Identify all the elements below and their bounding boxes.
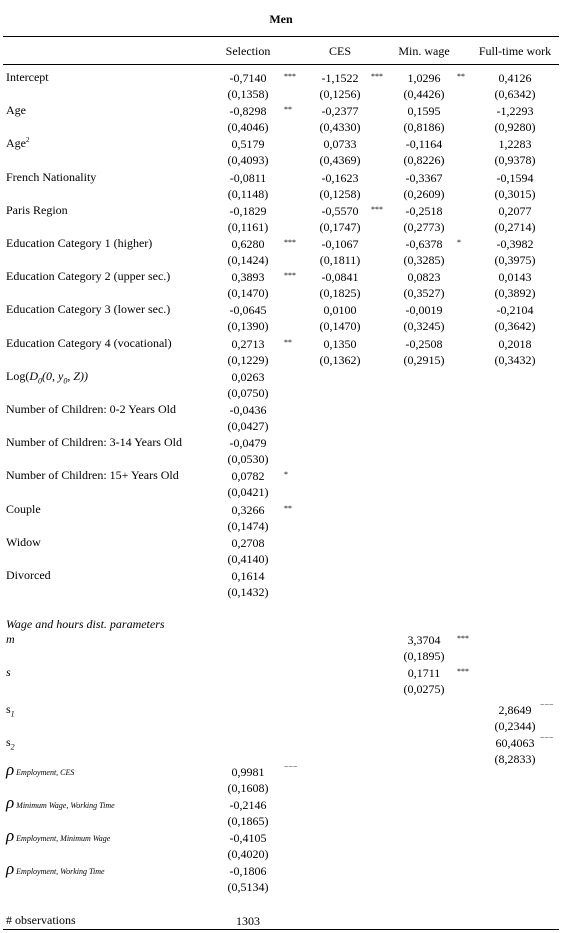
label-part: Log( bbox=[6, 368, 30, 383]
table-cell bbox=[384, 302, 464, 334]
table-cell bbox=[208, 336, 288, 368]
cell-std-error: (0,0530) bbox=[227, 452, 269, 467]
significance-stars: ** bbox=[284, 337, 292, 347]
table-row bbox=[0, 913, 562, 929]
row-label bbox=[6, 170, 96, 185]
row-label bbox=[6, 665, 11, 680]
row-label bbox=[6, 735, 15, 751]
label-text: Intercept bbox=[6, 70, 49, 84]
label-sub: 0 bbox=[63, 376, 68, 386]
cell-estimate: -0,2377 bbox=[321, 104, 359, 119]
row-label bbox=[6, 468, 179, 483]
row-label: # observations bbox=[6, 913, 76, 927]
cell-estimate: -0,5570 bbox=[321, 203, 359, 218]
table-row bbox=[0, 302, 562, 335]
row-label bbox=[6, 702, 15, 718]
cell-estimate: 0,0733 bbox=[323, 137, 357, 152]
cell-std-error: (0,1229) bbox=[227, 352, 269, 367]
table-row bbox=[0, 103, 562, 136]
cell-std-error: (0,1256) bbox=[319, 87, 361, 101]
cell-estimate: 0,0143 bbox=[498, 270, 532, 285]
significance-stars: ** bbox=[284, 105, 292, 115]
table-cell bbox=[384, 665, 464, 697]
table-cell bbox=[208, 170, 288, 202]
table-cell bbox=[384, 136, 464, 168]
table-cell bbox=[384, 203, 464, 235]
table-cell bbox=[300, 70, 380, 102]
cell-std-error: (0,4046) bbox=[227, 120, 269, 135]
cell-std-error: (0,1811) bbox=[319, 253, 361, 267]
cell-std-error: (0,0750) bbox=[227, 385, 269, 400]
row-label bbox=[6, 203, 68, 218]
table-row bbox=[0, 535, 562, 568]
table-cell bbox=[384, 70, 464, 102]
cell-std-error: (8,2833) bbox=[494, 752, 536, 766]
cell-std-error: (0,4093) bbox=[227, 153, 269, 168]
cell-std-error: (0,1161) bbox=[227, 219, 269, 234]
table-row bbox=[0, 402, 562, 435]
label-text: Divorced bbox=[6, 568, 51, 582]
cell-estimate: 0,2708 bbox=[231, 535, 265, 550]
label-text: Number of Children: 0-2 Years Old bbox=[6, 402, 176, 416]
table-cell bbox=[475, 336, 555, 368]
cell-estimate: 0,0100 bbox=[323, 303, 357, 318]
cell-std-error: (0,0421) bbox=[227, 485, 269, 500]
cell-std-error: (0,2344) bbox=[494, 719, 536, 733]
table-row bbox=[0, 568, 562, 601]
cell-estimate: -0,0811 bbox=[229, 170, 267, 185]
label-text: s bbox=[6, 735, 11, 749]
table-row bbox=[0, 435, 562, 468]
cell-std-error: (0,1432) bbox=[227, 585, 269, 599]
cell-std-error: (0,1424) bbox=[227, 253, 269, 267]
row-label bbox=[6, 269, 170, 284]
table-title: Men bbox=[269, 12, 293, 26]
rho-symbol: ρ bbox=[6, 826, 15, 845]
significance-stars: *** bbox=[284, 271, 296, 281]
table-cell bbox=[208, 830, 288, 862]
cell-estimate: 0,3266 bbox=[231, 502, 265, 517]
cell-std-error: (0,2609) bbox=[403, 186, 445, 201]
label-text: m bbox=[6, 632, 15, 646]
cell-std-error: (0,9378) bbox=[494, 153, 536, 168]
cell-std-error: (0,8226) bbox=[403, 153, 445, 168]
cell-estimate: -0,2518 bbox=[405, 203, 443, 218]
cell-std-error: (0,1148) bbox=[227, 186, 269, 201]
significance-stars: *** bbox=[284, 238, 296, 247]
label-text: Widow bbox=[6, 534, 41, 549]
cell-std-error: (0,1362) bbox=[319, 352, 361, 367]
table-row bbox=[0, 136, 562, 169]
significance-stars: *** bbox=[371, 204, 383, 214]
table-cell bbox=[208, 535, 288, 567]
top-rule bbox=[3, 36, 559, 37]
cell-std-error: (0,2714) bbox=[494, 219, 536, 234]
label-sub: 1 bbox=[10, 709, 15, 719]
table-row bbox=[0, 468, 562, 501]
table-cell bbox=[208, 103, 288, 135]
cell-estimate: -0,1164 bbox=[405, 137, 443, 152]
cell-std-error: (0,2915) bbox=[403, 352, 445, 367]
table-cell bbox=[300, 203, 380, 235]
table-cell bbox=[300, 269, 380, 301]
cell-std-error: (0,4140) bbox=[227, 551, 269, 566]
table-cell bbox=[208, 136, 288, 168]
table-cell bbox=[300, 136, 380, 168]
table-cell bbox=[208, 863, 288, 895]
cell-estimate: 0,1350 bbox=[323, 336, 357, 351]
cell-estimate: 0,2077 bbox=[498, 203, 532, 218]
cell-std-error: (0,1865) bbox=[227, 814, 269, 828]
table-cell bbox=[208, 203, 288, 235]
cell-estimate: 2,8649 bbox=[498, 703, 532, 717]
row-label bbox=[6, 236, 152, 251]
label-text: Couple bbox=[6, 501, 41, 516]
significance-stars: *** bbox=[457, 634, 469, 643]
table-row bbox=[0, 698, 562, 731]
cell-std-error: (0,3285) bbox=[403, 253, 445, 267]
cell-std-error: (0,1608) bbox=[227, 781, 269, 795]
table-row bbox=[0, 632, 562, 665]
cell-estimate: -0,1806 bbox=[229, 864, 267, 878]
cell-std-error: (0,3432) bbox=[494, 352, 536, 367]
significance-stars: −−− bbox=[284, 762, 298, 771]
table-cell bbox=[300, 103, 380, 135]
cell-std-error: (0,3245) bbox=[403, 319, 445, 334]
cell-std-error: (0,3892) bbox=[494, 286, 536, 301]
cell-estimate: 0,1614 bbox=[231, 569, 265, 583]
cell-estimate: 3,3704 bbox=[407, 633, 441, 647]
table-cell bbox=[475, 302, 555, 334]
cell-std-error: (0,1470) bbox=[227, 286, 269, 301]
row-label bbox=[6, 103, 26, 118]
cell-estimate: -0,0436 bbox=[229, 403, 267, 417]
table-cell bbox=[208, 369, 288, 401]
cell-estimate: 0,5179 bbox=[231, 137, 265, 152]
row-label bbox=[6, 336, 172, 351]
rho-subscript: Employment, Working Time bbox=[14, 867, 105, 876]
cell-std-error: (0,4330) bbox=[319, 120, 361, 135]
cell-estimate: 0,9981 bbox=[231, 765, 265, 779]
row-label bbox=[6, 632, 15, 647]
cell-estimate: -0,0645 bbox=[229, 303, 267, 318]
rho-subscript: Minimum Wage, Working Time bbox=[14, 801, 115, 810]
table-cell bbox=[208, 402, 288, 434]
table-row bbox=[0, 236, 562, 269]
row-label bbox=[6, 826, 110, 846]
table-cell bbox=[300, 336, 380, 368]
table-row bbox=[0, 502, 562, 535]
significance-stars: * bbox=[284, 470, 288, 480]
significance-stars: ** bbox=[284, 503, 292, 513]
column-header: Full-time work bbox=[478, 44, 552, 58]
table-row bbox=[0, 665, 562, 698]
cell-estimate: -0,2104 bbox=[496, 303, 534, 318]
table-cell bbox=[475, 103, 555, 135]
row-label bbox=[6, 502, 41, 517]
label-part: D bbox=[29, 368, 38, 383]
cell-std-error: (0,8186) bbox=[403, 120, 445, 135]
cell-estimate: -0,4105 bbox=[229, 831, 267, 845]
table-cell bbox=[384, 269, 464, 301]
row-label bbox=[6, 136, 30, 151]
column-header: CES bbox=[328, 44, 351, 58]
significance-stars: −−− bbox=[540, 700, 554, 709]
significance-stars: −−− bbox=[540, 733, 554, 742]
row-label bbox=[6, 435, 182, 450]
cell-std-error: (0,3527) bbox=[403, 286, 445, 301]
table-row bbox=[0, 70, 562, 103]
rho-symbol: ρ bbox=[6, 859, 15, 878]
label-text: s bbox=[6, 665, 11, 679]
table-cell bbox=[208, 468, 288, 500]
row-label bbox=[6, 760, 74, 780]
table-cell bbox=[475, 269, 555, 301]
significance-stars: ** bbox=[457, 72, 465, 81]
cell-estimate: -0,2508 bbox=[405, 336, 443, 351]
cell-estimate: -0,0019 bbox=[405, 303, 443, 318]
cell-std-error: (0,1825) bbox=[319, 286, 361, 301]
cell-estimate: 0,6280 bbox=[231, 237, 265, 251]
table-row bbox=[0, 336, 562, 369]
label-text: Age bbox=[6, 103, 26, 118]
cell-estimate: 0,0263 bbox=[231, 369, 265, 384]
cell-estimate: 0,4126 bbox=[498, 71, 532, 85]
cell-estimate: 0,0782 bbox=[231, 469, 265, 484]
label-text: Education Category 2 (upper sec.) bbox=[6, 269, 171, 284]
cell-std-error: (0,4369) bbox=[319, 153, 361, 168]
table-row bbox=[0, 859, 562, 896]
row-label bbox=[6, 535, 41, 550]
cell-std-error: (0,4426) bbox=[403, 87, 445, 101]
cell-estimate: 0,0823 bbox=[407, 270, 441, 285]
table-row bbox=[0, 203, 562, 236]
significance-stars: *** bbox=[457, 667, 469, 676]
cell-estimate: -0,6378 bbox=[405, 237, 443, 251]
cell-estimate: -0,3367 bbox=[405, 170, 443, 185]
label-sub: 2 bbox=[10, 742, 15, 752]
table-cell bbox=[208, 269, 288, 301]
cell-std-error: (0,6342) bbox=[494, 87, 536, 101]
label-part: (0, y bbox=[42, 368, 64, 383]
label-text: Education Category 4 (vocational) bbox=[6, 335, 172, 350]
label-text: Paris Region bbox=[6, 202, 68, 217]
cell-estimate: 0,2018 bbox=[498, 336, 532, 351]
table-cell bbox=[384, 632, 464, 664]
table-cell bbox=[384, 336, 464, 368]
rho-symbol: ρ bbox=[6, 760, 15, 779]
label-sub: 0 bbox=[38, 376, 42, 386]
label-text: French Nationality bbox=[6, 169, 97, 184]
cell-estimate: -0,1829 bbox=[229, 203, 267, 218]
cell-estimate: -0,2146 bbox=[229, 798, 267, 812]
row-label bbox=[6, 369, 88, 385]
cell-estimate: 0,1711 bbox=[407, 666, 441, 680]
rho-subscript: Employment, CES bbox=[14, 768, 75, 777]
table-cell bbox=[208, 797, 288, 829]
cell-estimate: 0,1595 bbox=[407, 104, 441, 119]
row-label bbox=[6, 568, 51, 583]
label-text: s bbox=[6, 702, 11, 716]
table-row bbox=[0, 369, 562, 402]
label-text: Number of Children: 3-14 Years Old bbox=[6, 435, 182, 450]
row-label bbox=[6, 70, 49, 85]
table-row bbox=[0, 170, 562, 203]
table-cell bbox=[475, 236, 555, 268]
column-header: Selection bbox=[225, 44, 271, 58]
cell-std-error: (0,5134) bbox=[227, 880, 269, 894]
table-cell bbox=[208, 568, 288, 600]
cell-std-error: (0,4020) bbox=[227, 847, 269, 861]
cell-estimate: -0,1594 bbox=[496, 170, 534, 185]
label-sup: 2 bbox=[26, 136, 30, 145]
table-cell bbox=[475, 136, 555, 168]
cell-estimate: 1,0296 bbox=[407, 71, 441, 85]
table-cell bbox=[300, 302, 380, 334]
rho-subscript: Employment, Minimum Wage bbox=[14, 834, 111, 843]
rho-symbol: ρ bbox=[6, 793, 15, 812]
label-text: Education Category 3 (lower sec.) bbox=[6, 302, 171, 317]
cell-std-error: (0,1474) bbox=[227, 518, 269, 533]
cell-estimate: -0,8298 bbox=[229, 104, 267, 119]
bottom-rule bbox=[3, 929, 559, 930]
column-header: Min. wage bbox=[398, 44, 450, 58]
significance-stars: *** bbox=[284, 72, 296, 81]
cell-std-error: (0,2773) bbox=[403, 219, 445, 234]
row-label bbox=[6, 859, 105, 879]
cell-estimate: -0,0479 bbox=[229, 436, 267, 451]
cell-std-error: (0,1358) bbox=[227, 87, 269, 101]
table-cell bbox=[475, 203, 555, 235]
cell-std-error: (0,1390) bbox=[227, 319, 269, 334]
table-cell bbox=[208, 764, 288, 796]
cell-estimate: -0,3982 bbox=[496, 237, 534, 251]
cell-std-error: (0,1747) bbox=[319, 219, 361, 234]
row-label bbox=[6, 302, 170, 317]
cell-std-error: (0,0427) bbox=[227, 419, 269, 433]
observations-value: 1303 bbox=[236, 914, 260, 928]
section-label: Wage and hours dist. parameters bbox=[6, 617, 165, 631]
cell-std-error: (0,1895) bbox=[403, 649, 445, 663]
significance-stars: *** bbox=[371, 72, 383, 81]
table-cell bbox=[475, 170, 555, 202]
cell-std-error: (0,1470) bbox=[319, 319, 361, 334]
label-text: Education Category 1 (higher) bbox=[6, 236, 153, 250]
table-cell bbox=[384, 103, 464, 135]
table-cell bbox=[300, 170, 380, 202]
table-cell bbox=[384, 236, 464, 268]
row-label bbox=[6, 793, 115, 813]
cell-std-error: (0,1258) bbox=[319, 186, 361, 201]
label-text: Number of Children: 15+ Years Old bbox=[6, 468, 179, 483]
table-row bbox=[0, 269, 562, 302]
cell-estimate: -0,7140 bbox=[229, 71, 267, 85]
cell-estimate: -1,1522 bbox=[321, 71, 359, 85]
significance-stars: * bbox=[457, 238, 461, 247]
table-row bbox=[0, 731, 562, 764]
cell-estimate: 1,2283 bbox=[498, 137, 532, 152]
cell-std-error: (0,9280) bbox=[494, 120, 536, 135]
cell-std-error: (0,3975) bbox=[494, 253, 536, 267]
cell-std-error: (0,3642) bbox=[494, 319, 536, 334]
table-cell bbox=[208, 502, 288, 534]
table-cell bbox=[475, 70, 555, 102]
cell-estimate: -0,1067 bbox=[321, 237, 359, 251]
cell-estimate: 0,2713 bbox=[231, 336, 265, 351]
cell-estimate: -0,1623 bbox=[321, 170, 359, 185]
cell-std-error: (0,0275) bbox=[403, 682, 445, 696]
cell-estimate: 0,3893 bbox=[231, 270, 265, 285]
table-cell bbox=[208, 435, 288, 467]
cell-estimate: 60,4063 bbox=[495, 736, 535, 750]
table-cell bbox=[384, 170, 464, 202]
table-cell bbox=[208, 70, 288, 102]
table-cell bbox=[208, 302, 288, 334]
cell-estimate: -0,0841 bbox=[321, 270, 359, 285]
table-cell bbox=[300, 236, 380, 268]
label-text: Age bbox=[6, 136, 26, 151]
header-rule bbox=[3, 64, 559, 65]
cell-estimate: -1,2293 bbox=[496, 104, 534, 119]
cell-std-error: (0,3015) bbox=[494, 186, 536, 201]
table-cell bbox=[208, 236, 288, 268]
label-part: , Z)) bbox=[67, 368, 88, 383]
row-label bbox=[6, 402, 176, 417]
